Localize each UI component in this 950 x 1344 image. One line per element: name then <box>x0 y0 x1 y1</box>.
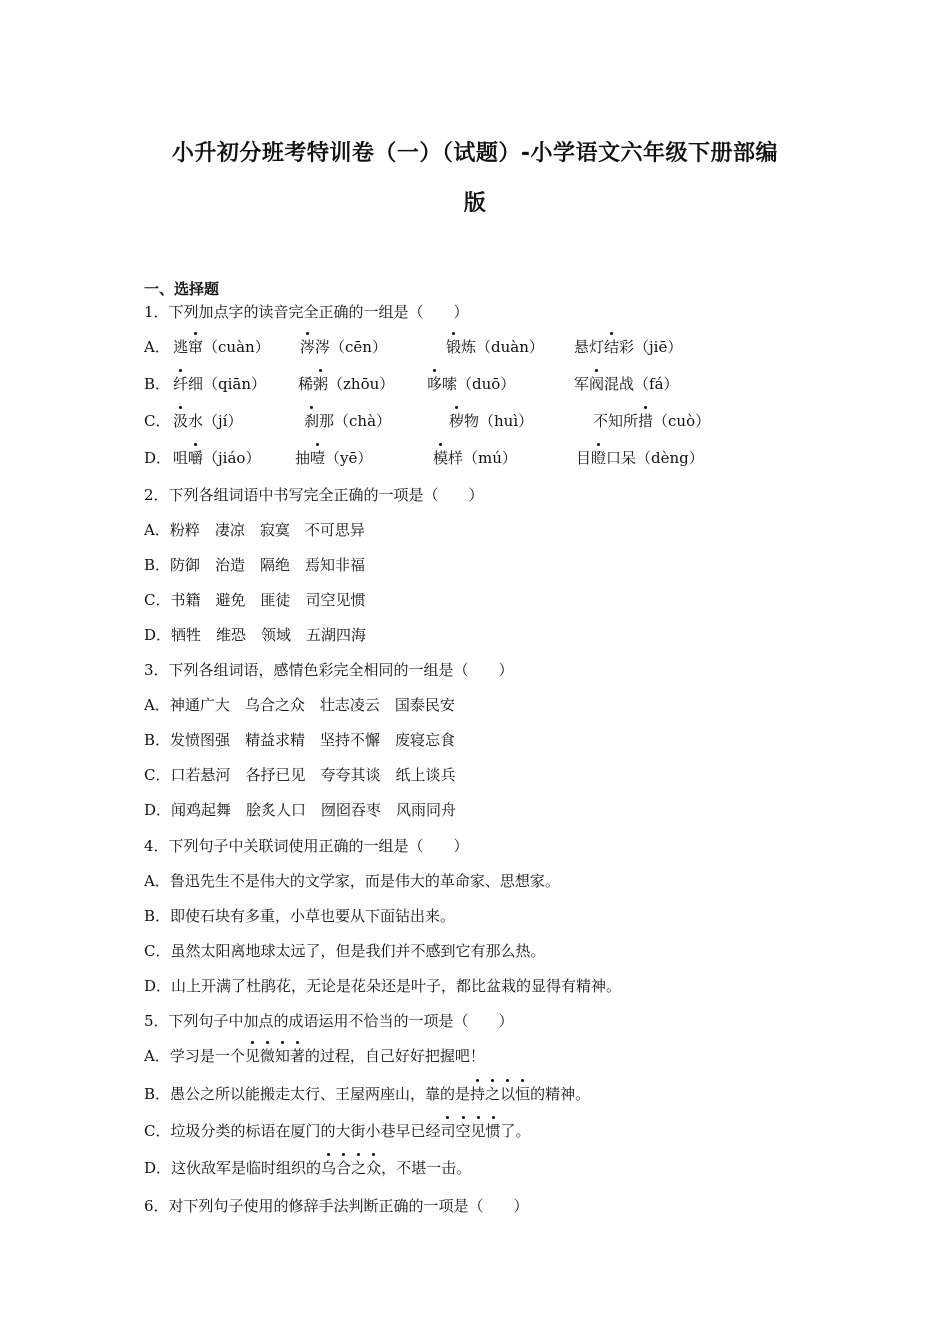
q3-option-d: D．闻鸡起舞 脍炙人口 囫囵吞枣 风雨同舟 <box>144 801 457 819</box>
dotted-char: 持 <box>470 1085 486 1103</box>
q1-b-choice-4: 军阀混战（fá） <box>574 375 679 393</box>
dotted-char: 乌 <box>321 1159 337 1177</box>
q2-option-b: B．防御 治造 隔绝 焉知非福 <box>144 556 366 574</box>
q1-a-choice-4: 悬灯结彩（jiē） <box>574 338 683 356</box>
dotted-char: 刹 <box>304 412 320 430</box>
option-label: A． <box>144 338 170 356</box>
q1-b-choice-1: 纤细（qiān） <box>173 375 267 393</box>
q1-c-choice-3: 秽物（huì） <box>449 412 534 430</box>
dotted-char: 窜 <box>188 338 204 356</box>
q2-option-a: A．粉粹 凄凉 寂寞 不可思异 <box>144 521 365 539</box>
dotted-char: 粥 <box>313 375 329 393</box>
q1-a-choice-1: 逃窜（cuàn） <box>173 338 270 356</box>
dotted-char: 瞪 <box>591 449 607 467</box>
dotted-char: 锻 <box>446 338 462 356</box>
dotted-char: 之 <box>351 1159 367 1177</box>
q1-c-choice-1: 汲水（jí） <box>173 412 243 430</box>
q4-option-c: C．虽然太阳离地球太远了，但是我们并不感到它有那么热。 <box>144 942 546 960</box>
dotted-char: 司 <box>440 1122 456 1140</box>
dotted-char: 空 <box>455 1122 471 1140</box>
dotted-char: 噎 <box>310 449 326 467</box>
dotted-char: 哆 <box>427 375 443 393</box>
dotted-char: 见 <box>470 1122 486 1140</box>
dotted-char: 之 <box>485 1085 501 1103</box>
dotted-char: 以 <box>500 1085 516 1103</box>
q5-option-a: A．学习是一个见微知著的过程，自己好好把握吧！ <box>144 1047 485 1065</box>
q3-option-c: C．口若悬河 各抒已见 夸夸其谈 纸上谈兵 <box>144 766 456 784</box>
q1-option-a <box>144 337 683 357</box>
section-heading: 一、选择题 <box>144 280 220 298</box>
q5-option-b: B．愚公之所以能搬走太行、王屋两座山，靠的是持之以恒的精神。 <box>144 1085 591 1103</box>
q1-d-choice-1: 咀嚼（jiáo） <box>173 449 261 467</box>
dotted-char: 嚼 <box>188 449 204 467</box>
q1-c-choice-2: 刹那（chà） <box>304 412 392 430</box>
q4-option-b: B．即使石块有多重，小草也要从下面钻出来。 <box>144 907 456 925</box>
dotted-char: 恒 <box>515 1085 531 1103</box>
dotted-char: 纤 <box>173 375 189 393</box>
dotted-char: 阀 <box>589 375 605 393</box>
dotted-char: 知 <box>274 1047 290 1065</box>
q3-option-a: A．神通广大 乌合之众 壮志凌云 国泰民安 <box>144 696 455 714</box>
q5-stem: 5．下列句子中加点的成语运用不恰当的一项是（ ） <box>144 1012 514 1030</box>
option-label: C． <box>144 412 171 430</box>
option-label: D． <box>144 449 172 467</box>
dotted-char: 措 <box>638 412 654 430</box>
q1-option-b <box>144 374 679 394</box>
q6-stem: 6．对下列句子使用的修辞手法判断正确的一项是（ ） <box>144 1197 529 1215</box>
dotted-char: 惯 <box>485 1122 501 1140</box>
q3-option-b: B．发愤图强 精益求精 坚持不懈 废寝忘食 <box>144 731 456 749</box>
q5-option-d: D．这伙敌军是临时组织的乌合之众，不堪一击。 <box>144 1159 472 1177</box>
document-title-line-1: 小升初分班考特训卷（一）（试题）-小学语文六年级下册部编 <box>171 141 779 166</box>
q1-a-choice-2: 涔涔（cēn） <box>300 338 387 356</box>
q4-stem: 4．下列句子中关联词使用正确的一组是（ ） <box>144 837 469 855</box>
q1-option-d <box>144 448 704 468</box>
dotted-char: 涔 <box>300 338 316 356</box>
q1-b-choice-2: 稀粥（zhōu） <box>298 375 395 393</box>
dotted-char: 秽 <box>449 412 465 430</box>
option-label: B． <box>144 375 171 393</box>
dotted-char: 见 <box>244 1047 260 1065</box>
dotted-char: 微 <box>259 1047 275 1065</box>
q5-option-c: C．垃圾分类的标语在厦门的大街小巷早已经司空见惯了。 <box>144 1122 531 1140</box>
q1-stem: 1．下列加点字的读音完全正确的一组是（ ） <box>144 303 469 321</box>
q2-option-c: C．书籍 避免 匪徒 司空见惯 <box>144 591 366 609</box>
q1-option-c <box>144 411 711 431</box>
q3-stem: 3．下列各组词语，感情色彩完全相同的一组是（ ） <box>144 661 514 679</box>
q2-option-d: D．牺牲 维恐 领域 五湖四海 <box>144 626 367 644</box>
q1-d-choice-3: 模样（mú） <box>433 449 517 467</box>
q4-option-d: D．山上开满了杜鹃花，无论是花朵还是叶子，都比盆栽的显得有精神。 <box>144 977 622 995</box>
dotted-char: 著 <box>289 1047 305 1065</box>
dotted-char: 结 <box>604 338 620 356</box>
q1-a-choice-3: 锻炼（duàn） <box>446 338 544 356</box>
dotted-char: 模 <box>433 449 449 467</box>
q2-stem: 2．下列各组词语中书写完全正确的一项是（ ） <box>144 486 484 504</box>
q1-b-choice-3: 哆嗦（duō） <box>427 375 516 393</box>
q1-d-choice-2: 抽噎（yē） <box>295 449 373 467</box>
dotted-char: 汲 <box>173 412 189 430</box>
q1-c-choice-4: 不知所措（cuò） <box>593 412 711 430</box>
document-title-line-2: 版 <box>463 191 487 216</box>
q4-option-a: A．鲁迅先生不是伟大的文学家，而是伟大的革命家、思想家。 <box>144 872 560 890</box>
dotted-char: 众 <box>366 1159 382 1177</box>
q1-d-choice-4: 目瞪口呆（dèng） <box>576 449 704 467</box>
dotted-char: 合 <box>336 1159 352 1177</box>
